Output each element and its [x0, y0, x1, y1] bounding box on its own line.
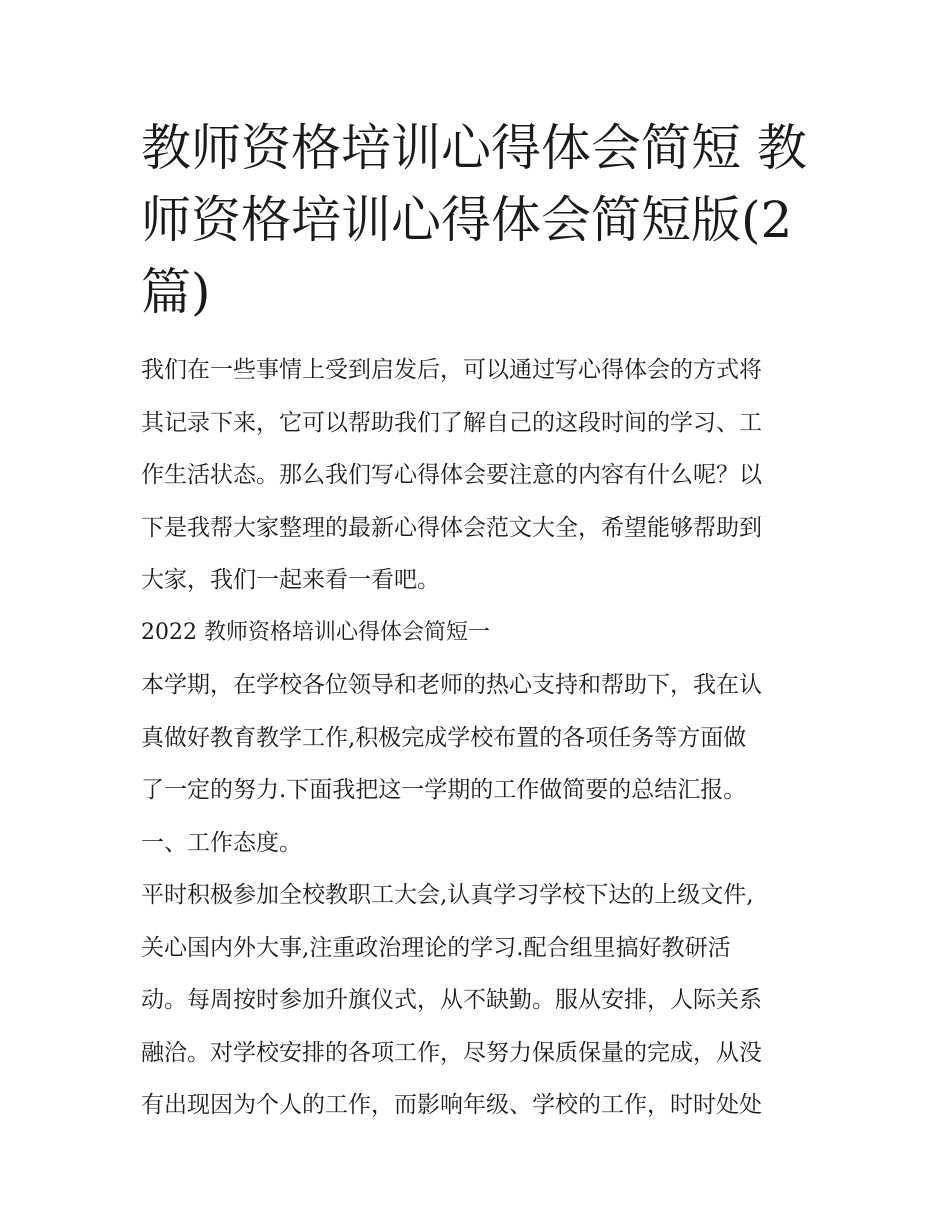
paragraph-line: 大家，我们一起来看一看吧。 — [141, 567, 440, 593]
document-title — [141, 112, 813, 328]
paragraph-line: 动。每周按时参加升旗仪式，从不缺勤。服从安排，人际关系 — [141, 987, 762, 1013]
paragraph-line: 我们在一些事情上受到启发后，可以通过写心得体会的方式将 — [141, 357, 762, 383]
paragraph-line: 有出现因为个人的工作，而影响年级、学校的工作，时时处处 — [141, 1092, 762, 1118]
document-body — [141, 344, 813, 1132]
body-paragraph — [141, 659, 813, 817]
title-line: 师资格培训心得体会简短版(2 — [141, 191, 793, 249]
subheading: 一、工作态度。 — [141, 829, 302, 856]
paragraph-line: 作生活状态。那么我们写心得体会要注意的内容有什么呢？以 — [141, 462, 762, 488]
section-title: 2022 教师资格培训心得体会简短一 — [141, 619, 490, 645]
paragraph-line: 本学期，在学校各位领导和老师的热心支持和帮助下，我在认 — [141, 672, 762, 698]
paragraph-line: 平时积极参加全校教职工大会,认真学习学校下达的上级文件, — [141, 882, 754, 908]
paragraph-line: 融洽。对学校安排的各项工作，尽努力保质保量的完成，从没 — [141, 1039, 762, 1066]
title-line: 篇) — [141, 263, 211, 321]
paragraph-line: 其记录下来，它可以帮助我们了解自己的这段时间的学习、工 — [141, 409, 762, 436]
title-line: 教师资格培训心得体会简短 教 — [141, 119, 807, 177]
paragraph-line: 了一定的努力.下面我把这一学期的工作做简要的总结汇报。 — [141, 777, 747, 803]
paragraph-line: 关心国内外大事,注重政治理论的学习.配合组里搞好教研活 — [141, 934, 731, 961]
body-paragraph — [141, 869, 813, 1132]
document-page — [141, 112, 813, 1132]
paragraph-line: 下是我帮大家整理的最新心得体会范文大全，希望能够帮助到 — [141, 514, 762, 541]
intro-paragraph — [141, 344, 813, 607]
paragraph-line: 真做好教育教学工作,积极完成学校布置的各项任务等方面做 — [141, 724, 747, 751]
